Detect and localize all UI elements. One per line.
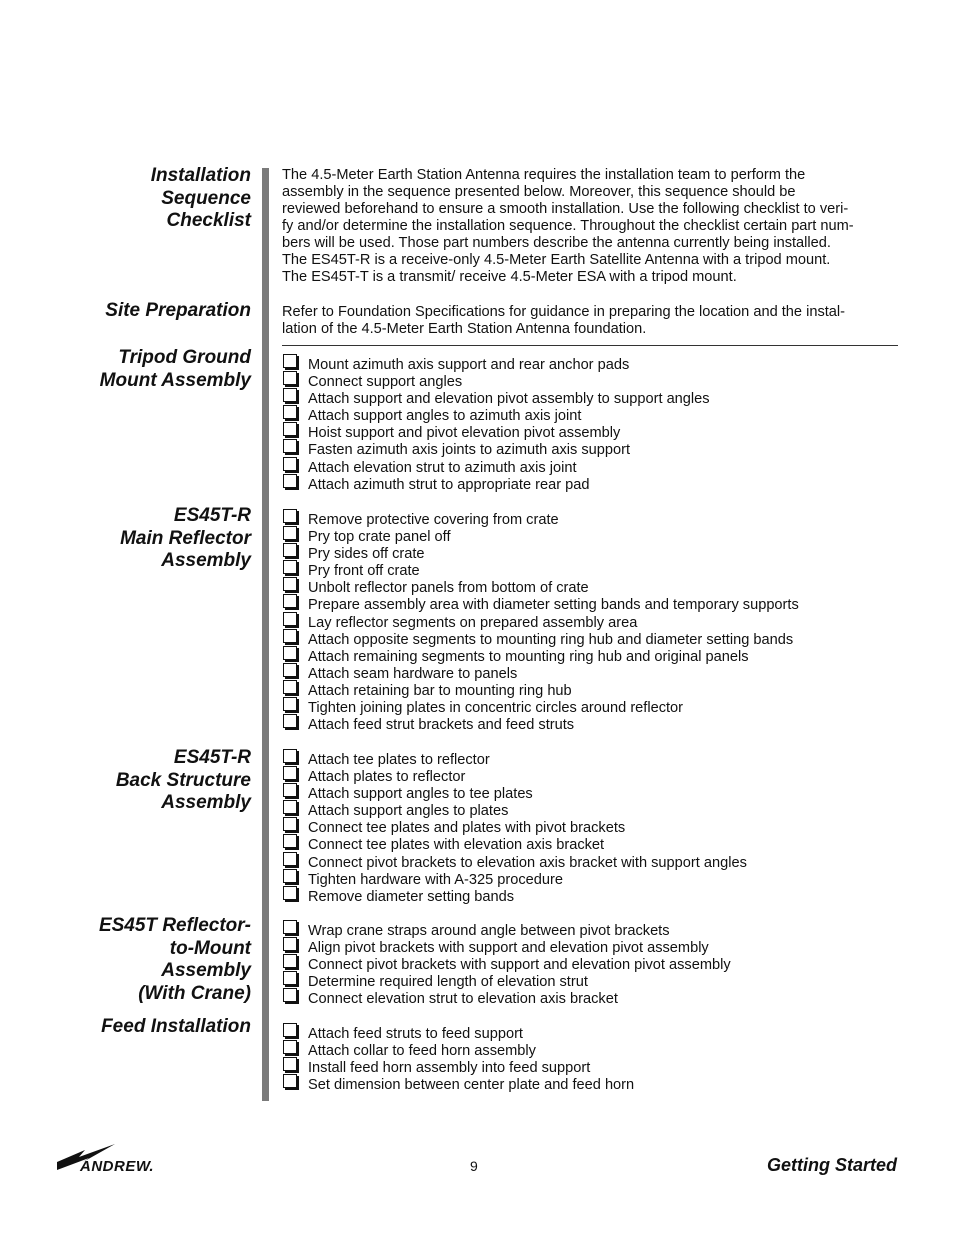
checklist-item-label: Attach support angles to tee plates (308, 786, 533, 803)
checklist-reflector-mount (282, 923, 731, 1008)
checkbox-icon[interactable] (283, 783, 297, 797)
checkbox-icon[interactable] (283, 800, 297, 814)
text-line: Sequence (161, 187, 251, 209)
text-line: (With Crane) (138, 982, 251, 1004)
checklist-item[interactable] (282, 374, 710, 391)
checkbox-icon[interactable] (283, 560, 297, 574)
checklist-item-label: Install feed horn assembly into feed support (308, 1060, 591, 1077)
footer-section-title: Getting Started (766, 1155, 897, 1175)
checklist-item-label: Attach support angles to azimuth axis joint (308, 408, 582, 425)
checklist-item-label: Wrap crane straps around angle between pivot brackets (308, 923, 670, 939)
checklist-item[interactable] (282, 683, 799, 700)
checklist-item[interactable] (282, 580, 799, 597)
section-divider (282, 345, 898, 346)
checklist-item-label: Unbolt reflector panels from bottom of crate (308, 580, 589, 597)
checkbox-icon[interactable] (283, 388, 297, 402)
text-line: Main Reflector (120, 527, 251, 549)
checklist-item[interactable] (282, 546, 799, 563)
checklist-item[interactable] (282, 923, 731, 940)
checklist-main-reflector (282, 512, 799, 734)
checkbox-icon[interactable] (283, 834, 297, 848)
checkbox-icon[interactable] (283, 646, 297, 660)
checklist-item-label: Attach collar to feed horn assembly (308, 1043, 536, 1060)
checkbox-icon[interactable] (283, 663, 297, 677)
checklist-item-label: Attach elevation strut to azimuth axis joint (308, 459, 577, 476)
checklist-item[interactable] (282, 649, 799, 666)
checklist-item[interactable] (282, 752, 747, 769)
checklist-item[interactable] (282, 1060, 634, 1077)
checkbox-icon[interactable] (283, 594, 297, 608)
checkbox-icon[interactable] (283, 457, 297, 471)
text-line: Back Structure (115, 769, 251, 791)
checklist-item-label: Attach feed strut brackets and feed struts (308, 717, 575, 734)
checklist-item-label: Pry top crate panel off (308, 529, 451, 546)
checklist-item-label: Fasten azimuth axis joints to azimuth axis support (308, 442, 631, 459)
checklist-item-label: Connect elevation strut to elevation axis bracket (308, 991, 618, 1008)
checklist-item[interactable] (282, 563, 799, 580)
checkbox-icon[interactable] (283, 1057, 297, 1071)
checklist-item-label: Hoist support and pivot elevation pivot assembly (308, 425, 621, 442)
checkbox-icon[interactable] (283, 629, 297, 643)
checklist-item[interactable] (282, 632, 799, 649)
checklist-item-label: Attach support and elevation pivot assembly to support angles (308, 391, 710, 408)
checkbox-icon[interactable] (283, 988, 297, 1002)
checkbox-icon[interactable] (283, 852, 297, 866)
checklist-item-label: Connect pivot brackets with support and elevation pivot assembly (308, 957, 731, 974)
checklist-item[interactable] (282, 974, 731, 991)
text-line: Assembly (161, 960, 251, 981)
checkbox-icon[interactable] (283, 405, 297, 419)
checklist-item[interactable] (282, 615, 799, 632)
checklist-item-label: Lay reflector segments on prepared assembly area (308, 614, 638, 631)
checkbox-icon[interactable] (283, 680, 297, 694)
checklist-back-structure (282, 752, 747, 906)
text-line: Tripod Ground (118, 347, 251, 368)
checklist-item[interactable] (282, 837, 747, 854)
checkbox-icon[interactable] (283, 937, 297, 951)
heading-tripod-ground-mount (100, 347, 251, 392)
checkbox-icon[interactable] (283, 697, 297, 711)
checkbox-icon[interactable] (283, 869, 297, 883)
text-line: ES45T-R (173, 505, 251, 526)
vertical-rule (262, 168, 269, 1101)
text-line: Checklist (166, 210, 251, 231)
text-line: bers will be used. Those part numbers describe the antenna currently being installed. (282, 235, 831, 251)
checkbox-icon[interactable] (283, 920, 297, 934)
checklist-item[interactable] (282, 991, 731, 1008)
checkbox-icon[interactable] (283, 1074, 297, 1088)
checklist-item-label: Set dimension between center plate and feed horn (308, 1077, 635, 1094)
heading-installation-sequence-checklist (151, 165, 251, 233)
text-line: The ES45T-T is a transmit/ receive 4.5-Meter ESA with a tripod mount. (282, 269, 737, 285)
checklist-item-label: Attach azimuth strut to appropriate rear pad (308, 476, 590, 493)
checklist-tripod (282, 357, 710, 494)
text-line: assembly in the sequence presented below. Moreover, this sequence should be (282, 184, 796, 200)
checklist-item-label: Remove protective covering from crate (308, 512, 559, 528)
heading-back-structure-assembly (116, 747, 251, 815)
checklist-item[interactable] (282, 408, 710, 425)
checklist-item-label: Tighten joining plates in concentric circles around reflector (308, 700, 684, 717)
checklist-item[interactable] (282, 855, 747, 872)
checklist-item[interactable] (282, 529, 799, 546)
checklist-item[interactable] (282, 940, 731, 957)
checklist-item-label: Attach tee plates to reflector (308, 752, 490, 768)
heading-feed-installation (101, 1016, 251, 1039)
checkbox-icon[interactable] (283, 1040, 297, 1054)
checklist-item[interactable] (282, 425, 710, 442)
checkbox-icon[interactable] (283, 422, 297, 436)
checkbox-icon[interactable] (283, 971, 297, 985)
logo-text: ANDREW. (80, 1158, 155, 1175)
checklist-item[interactable] (282, 357, 710, 374)
text-line: Feed Installation (101, 1016, 251, 1037)
site-preparation-paragraph (282, 304, 898, 338)
heading-reflector-to-mount-assembly (99, 915, 251, 1005)
checklist-item-label: Attach support angles to plates (308, 803, 509, 820)
intro-paragraph (282, 167, 898, 286)
text-line: Site Preparation (105, 300, 251, 321)
checklist-item[interactable] (282, 442, 710, 459)
checklist-item-label: Mount azimuth axis support and rear anchor pads (308, 357, 630, 373)
checklist-item[interactable] (282, 1043, 634, 1060)
checkbox-icon[interactable] (283, 766, 297, 780)
checklist-item[interactable] (282, 477, 710, 494)
checkbox-icon[interactable] (283, 817, 297, 831)
checklist-item-label: Connect tee plates and plates with pivot brackets (308, 820, 626, 837)
text-line: ES45T-R (173, 747, 251, 768)
text-line: to-Mount (169, 937, 251, 959)
checkbox-icon[interactable] (283, 474, 297, 488)
checkbox-icon[interactable] (283, 543, 297, 557)
heading-main-reflector-assembly (120, 505, 251, 573)
checklist-item-label: Connect tee plates with elevation axis bracket (308, 837, 605, 854)
checklist-item[interactable] (282, 803, 747, 820)
text-line: fy and/or determine the installation sequence. Throughout the checklist certain part num- (282, 218, 854, 234)
checklist-item-label: Attach retaining bar to mounting ring hub (308, 682, 572, 699)
checkbox-icon[interactable] (283, 886, 297, 900)
checkbox-icon[interactable] (283, 509, 297, 523)
checklist-item[interactable] (282, 717, 799, 734)
checklist-item-label: Attach opposite segments to mounting ring hub and diameter setting bands (308, 631, 794, 648)
checklist-item-label: Remove diameter setting bands (308, 888, 515, 905)
text-line: Assembly (161, 792, 251, 813)
checklist-item[interactable] (282, 1026, 634, 1043)
checklist-item-label: Pry sides off crate (308, 546, 425, 563)
checklist-item[interactable] (282, 460, 710, 477)
text-line: Refer to Foundation Specifications for guidance in preparing the location and the instal- (282, 304, 846, 320)
text-line: Assembly (161, 550, 251, 571)
checklist-item[interactable] (282, 1077, 634, 1094)
checklist-item-label: Connect pivot brackets to elevation axis bracket with support angles (308, 854, 747, 871)
checkbox-icon[interactable] (283, 954, 297, 968)
checklist-item-label: Tighten hardware with A-325 procedure (308, 871, 563, 888)
checklist-feed-installation (282, 1026, 634, 1094)
checklist-item[interactable] (282, 957, 731, 974)
checkbox-icon[interactable] (283, 371, 297, 385)
checklist-item-label: Pry front off crate (308, 563, 420, 580)
text-line: lation of the 4.5-Meter Earth Station Antenna foundation. (282, 321, 647, 337)
checkbox-icon[interactable] (283, 526, 297, 540)
checkbox-icon[interactable] (283, 439, 297, 453)
checkbox-icon[interactable] (283, 1023, 297, 1037)
checkbox-icon[interactable] (283, 354, 297, 368)
checklist-item[interactable] (282, 872, 747, 889)
checklist-item-label: Connect support angles (308, 374, 463, 391)
checklist-item[interactable] (282, 700, 799, 717)
checkbox-icon[interactable] (283, 749, 297, 763)
checklist-item[interactable] (282, 889, 747, 906)
checkbox-icon[interactable] (283, 577, 297, 591)
text-line: The 4.5-Meter Earth Station Antenna requires the installation team to perform the (282, 167, 806, 183)
text-line: The ES45T-R is a receive-only 4.5-Meter Earth Satellite Antenna with a tripod mount. (282, 252, 831, 268)
checklist-item-label: Attach seam hardware to panels (308, 665, 518, 682)
checklist-item-label: Attach plates to reflector (308, 769, 466, 786)
checkbox-icon[interactable] (283, 612, 297, 626)
text-line: Installation (150, 165, 251, 186)
checklist-item-label: Determine required length of elevation strut (308, 974, 588, 991)
text-line: ES45T Reflector- (98, 915, 251, 936)
checklist-item[interactable] (282, 666, 799, 683)
page-number: 9 (470, 1158, 478, 1174)
checklist-item-label: Attach remaining segments to mounting ring hub and original panels (308, 648, 749, 665)
checklist-item[interactable] (282, 512, 799, 529)
checkbox-icon[interactable] (283, 714, 297, 728)
checklist-item-label: Attach feed struts to feed support (308, 1026, 523, 1042)
text-line: Mount Assembly (99, 369, 251, 391)
checklist-item[interactable] (282, 391, 710, 408)
checklist-item[interactable] (282, 597, 799, 614)
heading-site-preparation (105, 300, 251, 323)
checklist-item[interactable] (282, 786, 747, 803)
checklist-item[interactable] (282, 769, 747, 786)
checklist-item-label: Align pivot brackets with support and elevation pivot assembly (308, 940, 709, 957)
checklist-item-label: Prepare assembly area with diameter setting bands and temporary supports (308, 597, 799, 614)
checklist-item[interactable] (282, 820, 747, 837)
text-line: reviewed beforehand to ensure a smooth installation. Use the following checklist to veri- (282, 201, 849, 217)
